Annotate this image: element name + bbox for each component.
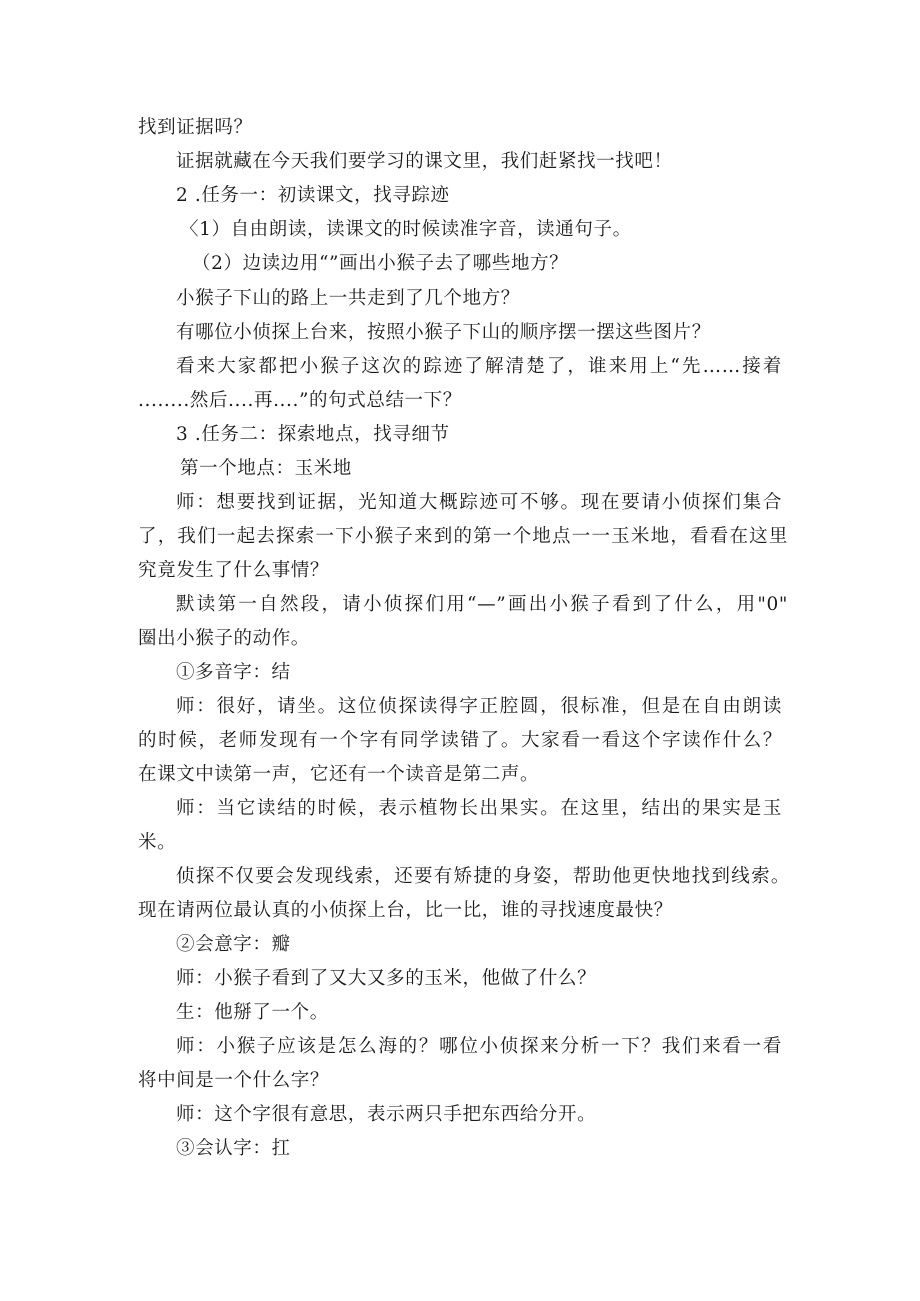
- section-heading: 2 .任务一：初读课文，找寻踪迹: [176, 185, 450, 206]
- subheading: ③会认字：扛: [176, 1138, 291, 1159]
- text-line: 找到证据吗？: [138, 117, 253, 138]
- text-line: 师：小猴子看到了又大又多的玉米，他做了什么？: [176, 968, 597, 989]
- text-line: 默读第一自然段，请小侦探们用“—”画出小猴子看到了什么，用"0": [176, 594, 788, 615]
- text-line: 现在请两位最认真的小侦探上台，比一比，谁的寻找速度最快？: [138, 900, 673, 921]
- text-line: 究竟发生了什么事情？: [138, 560, 330, 581]
- text-line: 师：小猴子应该是怎么海的？哪位小侦探来分析一下？我们来看一看: [176, 1036, 782, 1057]
- text-line: 证据就藏在今天我们要学习的课文里，我们赶紧找一找吧！: [176, 151, 673, 172]
- text-line: 生：他掰了一个。: [176, 1002, 329, 1023]
- subheading: ①多音字：结: [176, 662, 291, 683]
- text-line: 米。: [138, 832, 177, 853]
- text-line: 看来大家都把小猴子这次的踪迹了解清楚了，谁来用上“先……接着: [176, 356, 782, 377]
- text-line: 在课文中读第一声，它还有一个读音是第二声。: [138, 764, 540, 785]
- subheading: ②会意字：瓣: [176, 934, 291, 955]
- text-line: 侦探不仅要会发现线索，还要有矫捷的身姿，帮助他更快地找到线索。: [176, 866, 790, 887]
- text-line: 师：这个字很有意思，表示两只手把东西给分开。: [176, 1104, 597, 1125]
- text-line: 了，我们一起去探索一下小猴子来到的第一个地点一一玉米地，看看在这里: [138, 526, 788, 547]
- text-line: ........然后....再....”的句式总结一下？: [138, 390, 462, 411]
- text-line: 师：很好，请坐。这位侦探读得字正腔圆，很标准，但是在自由朗读: [176, 696, 782, 717]
- text-line: 师：当它读结的时候，表示植物长出果实。在这里，结出的果实是玉: [176, 798, 782, 819]
- section-heading: 3 .任务二：探索地点，找寻细节: [176, 424, 450, 445]
- text-line: 有哪位小侦探上台来，按照小猴子下山的顺序摆一摆这些图片？: [176, 322, 711, 343]
- subheading: 第一个地点：玉米地: [180, 458, 352, 479]
- text-line: 将中间是一个什么字？: [138, 1070, 330, 1091]
- text-line: （2）边读边用“”画出小猴子去了哪些地方？: [192, 253, 569, 274]
- text-line: 的时候，老师发现有一个字有同学读错了。大家看一看这个字读作什么？: [138, 730, 782, 751]
- text-line: 师：想要找到证据，光知道大概踪迹可不够。现在要请小侦探们集合: [176, 492, 782, 513]
- text-line: 〈1）自由朗读，读课文的时候读准字音，读通句子。: [180, 219, 632, 240]
- text-line: 小猴子下山的路上一共走到了几个地方？: [176, 288, 520, 309]
- text-line: 圈出小猴子的动作。: [138, 628, 310, 649]
